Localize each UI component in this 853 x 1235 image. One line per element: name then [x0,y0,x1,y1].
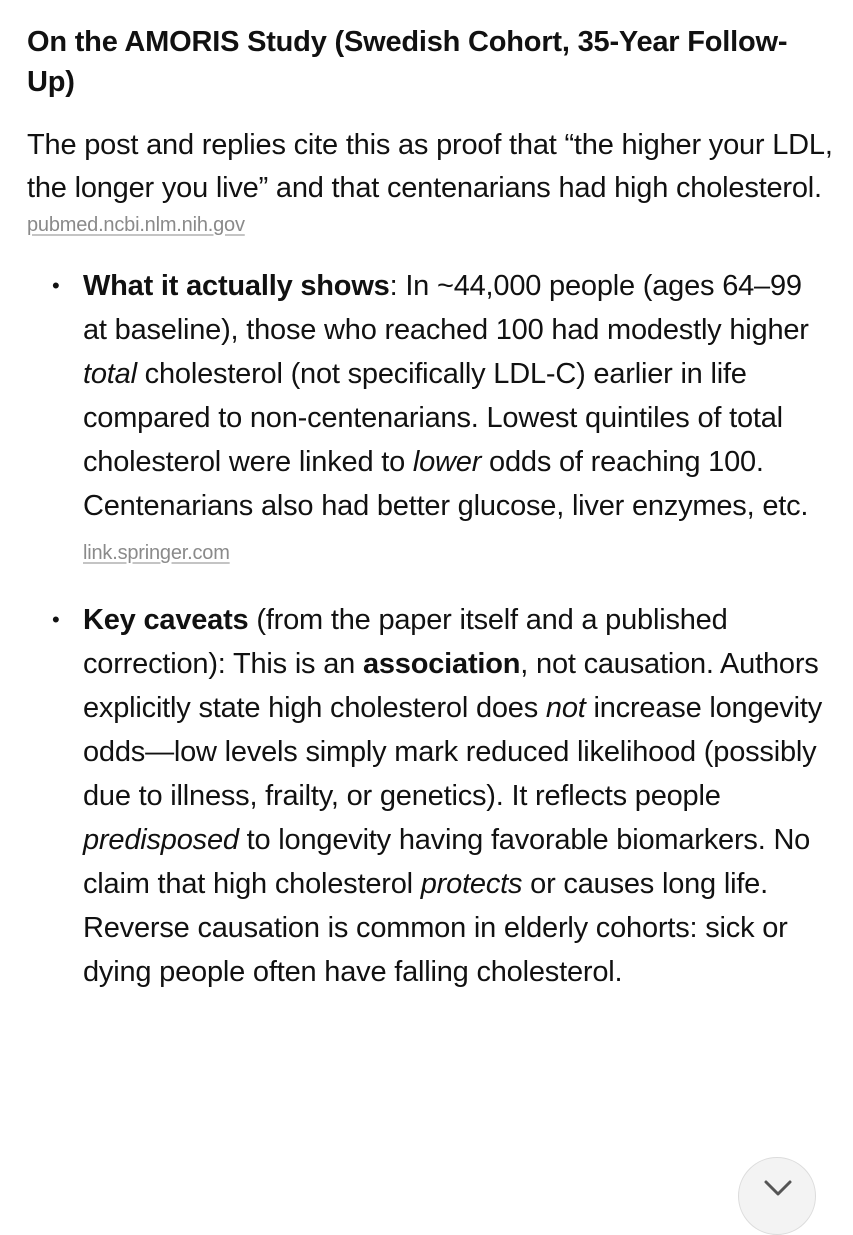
bullet-text: increase longevity odds—low levels simply mark reduced likelihood (possibly due to illness, frailty, or genetics). It reflects people [83,692,823,812]
scroll-down-button[interactable] [738,1157,816,1235]
response-content [27,22,833,1020]
emphasis-text: not [545,692,586,724]
bullet-text: or causes long life. Reverse causation is common in elderly cohorts: sick or dying people often have falling cholesterol. [83,868,788,988]
emphasis-text: lower [412,446,482,478]
intro-paragraph [27,124,833,238]
emphasis-text: protects [420,868,523,900]
emphasis-text: predisposed [83,824,239,856]
bullet-key-caveats [27,598,833,994]
source-link-springer[interactable]: link.springer.com [83,542,230,564]
emphasis-text: total [83,358,137,390]
bullet-text: cholesterol (not specifically LDL-C) earlier in life compared to non-centenarians. Lowest quintiles of total cholesterol were linked to [83,358,783,478]
bullet-list [27,264,833,994]
bullet-heading: What it actually shows [83,270,390,302]
bullet-marker: • [52,607,60,632]
emphasis-bold: association [362,648,521,680]
bullet-text: to longevity having favorable biomarkers. No claim that high cholesterol [83,824,811,900]
bullet-text: (from the paper itself and a published correction): This is an [83,604,728,680]
section-title: On the AMORIS Study (Swedish Cohort, 35-Year Follow-Up) [27,26,788,98]
bullet-text: , not causation. Authors explicitly state high cholesterol does [83,648,819,724]
bullet-text: odds of reaching 100. Centenarians also had better glucose, liver enzymes, etc. [83,446,809,522]
bullet-heading: Key caveats [83,604,249,636]
chevron-down-icon [763,1178,793,1198]
bullet-marker: • [52,273,60,298]
bullet-what-it-shows [27,264,833,572]
bullet-text: : In ~44,000 people (ages 64–99 at baseline), those who reached 100 had modestly higher [83,270,809,346]
source-link-pubmed[interactable]: pubmed.ncbi.nlm.nih.gov [27,214,245,236]
intro-text: The post and replies cite this as proof that “the higher your LDL, the longer you live” and that centenarians had high cholesterol. [27,129,833,204]
